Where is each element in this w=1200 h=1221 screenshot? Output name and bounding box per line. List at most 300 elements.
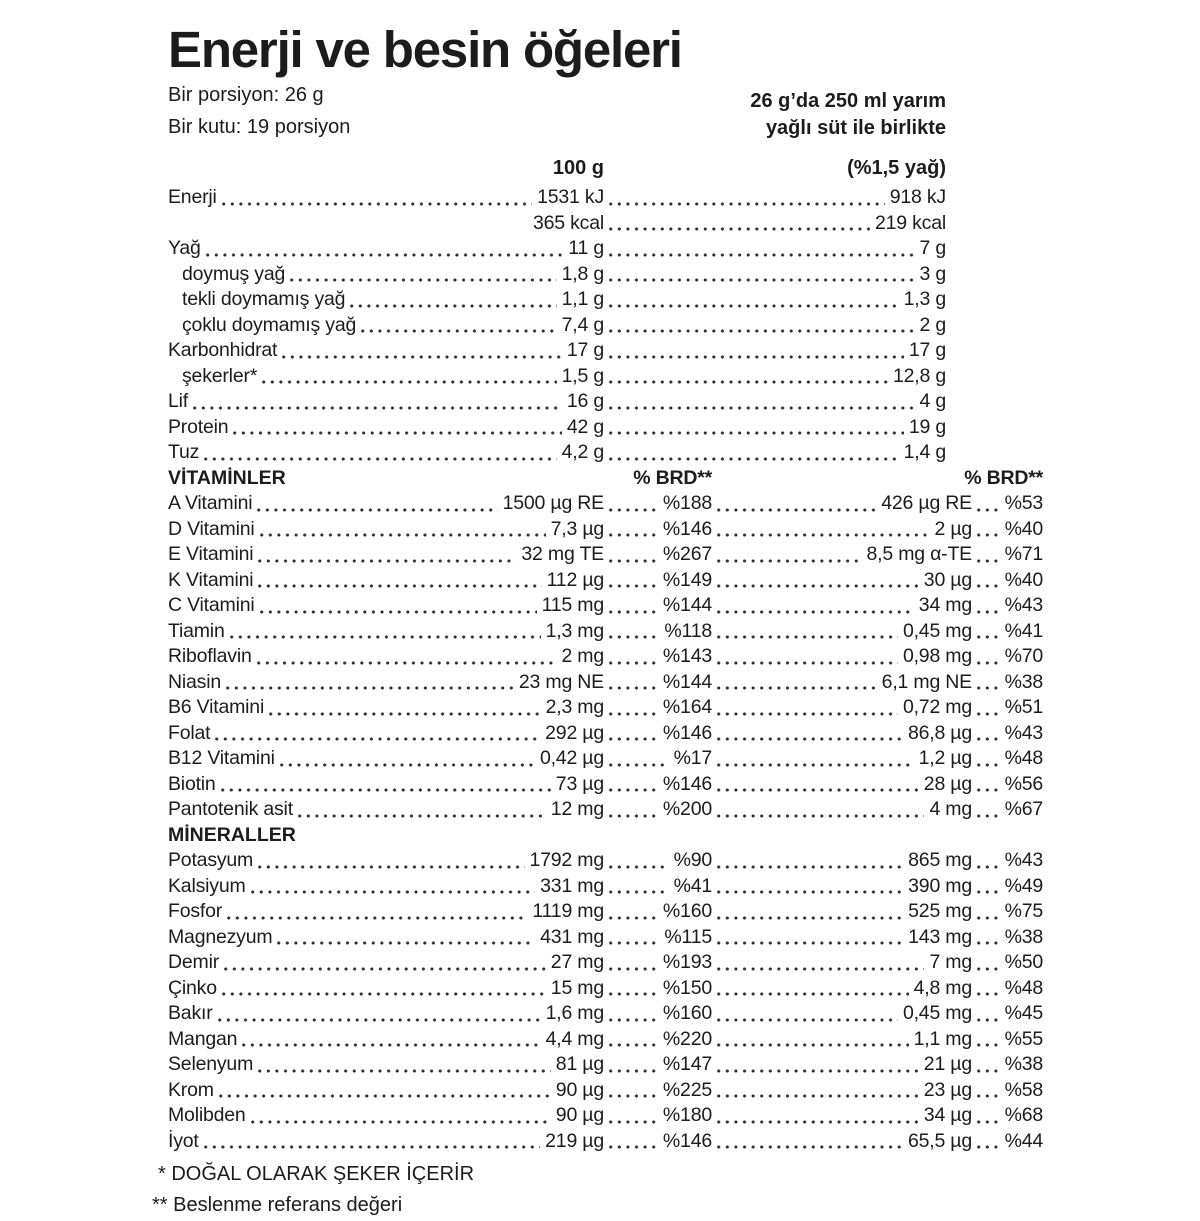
nutrient-label: Lif	[168, 390, 188, 413]
dotted-leader	[609, 712, 658, 716]
nutrient-row	[168, 364, 1043, 390]
dotted-leader	[609, 227, 870, 231]
brd-percent-with-milk: %68	[1004, 1104, 1043, 1127]
value-per-100g: 292 µg	[545, 721, 604, 744]
value-with-milk: 23 µg	[923, 1078, 972, 1101]
nutrient-label: B12 Vitamini	[168, 747, 275, 770]
dotted-leader	[218, 1018, 541, 1022]
dotted-leader	[977, 661, 1000, 665]
dotted-leader	[977, 992, 1000, 996]
footnotes	[152, 1159, 1043, 1221]
nutrient-row	[168, 899, 1043, 925]
dotted-leader	[609, 559, 658, 563]
brd-percent-100g: %160	[662, 1002, 712, 1025]
value-with-milk: 525 mg	[908, 900, 972, 923]
brd-percent-100g: %146	[662, 1129, 712, 1152]
dotted-leader	[277, 941, 535, 945]
dotted-leader	[609, 329, 914, 333]
dotted-leader	[717, 737, 903, 741]
dotted-leader	[717, 610, 914, 614]
value-per-100g: 219 µg	[545, 1129, 604, 1152]
value-per-100g: 23 mg NE	[518, 670, 604, 693]
value-per-100g: 1,6 mg	[545, 1002, 604, 1025]
brd-percent-100g: %144	[662, 594, 712, 617]
brd-percent-100g: %193	[662, 951, 712, 974]
value-per-100g: 1792 mg	[529, 849, 604, 872]
nutrient-label: Enerji	[168, 186, 217, 209]
dotted-leader	[609, 916, 658, 920]
dotted-leader	[350, 304, 556, 308]
nutrient-label: A Vitamini	[168, 492, 253, 515]
dotted-leader	[717, 763, 914, 767]
value-per-100g: 0,42 µg	[539, 747, 604, 770]
dotted-leader	[282, 355, 562, 359]
dotted-leader	[609, 1043, 658, 1047]
nutrient-label: Riboflavin	[168, 645, 252, 668]
brd-percent-with-milk: %56	[1004, 772, 1043, 795]
brd-percent-100g: %267	[662, 543, 712, 566]
brd-header-2: % BRD**	[964, 466, 1043, 489]
nutrient-row	[168, 797, 1043, 823]
dotted-leader	[251, 1120, 551, 1124]
dotted-leader	[609, 1069, 658, 1073]
dotted-leader	[609, 406, 914, 410]
dotted-leader	[717, 865, 903, 869]
value-per-100g: 15 mg	[550, 976, 604, 999]
dotted-leader	[260, 610, 537, 614]
nutrient-row	[168, 517, 1043, 543]
nutrient-label: Krom	[168, 1078, 214, 1101]
value-with-milk: 2 µg	[934, 517, 972, 540]
dotted-leader	[717, 635, 898, 639]
nutrient-row	[168, 1078, 1043, 1104]
nutrient-row	[168, 262, 1043, 288]
column-units-row	[168, 156, 1043, 181]
mineral-rows	[168, 848, 1043, 1154]
dotted-leader	[609, 584, 658, 588]
brd-percent-with-milk: %43	[1004, 594, 1043, 617]
dotted-leader	[227, 916, 527, 920]
dotted-leader	[609, 992, 658, 996]
dotted-leader	[977, 584, 1000, 588]
nutrient-row	[168, 440, 1043, 466]
value-per-100g: 7,4 g	[561, 313, 604, 336]
dotted-leader	[717, 1145, 903, 1149]
nutrient-label: şekerler*	[182, 364, 258, 387]
dotted-leader	[609, 278, 914, 282]
dotted-leader	[977, 967, 1000, 971]
brd-percent-with-milk: %55	[1004, 1027, 1043, 1050]
dotted-leader	[977, 559, 1000, 563]
dotted-leader	[717, 1043, 909, 1047]
value-per-100g: 1,8 g	[561, 262, 604, 285]
dotted-leader	[219, 1094, 551, 1098]
brd-percent-100g: %149	[662, 568, 712, 591]
servings-per-box-line: Bir kutu: 19 porsiyon	[168, 116, 351, 139]
dotted-leader	[609, 686, 658, 690]
dotted-leader	[221, 788, 551, 792]
dotted-leader	[717, 712, 898, 716]
nutrient-row	[168, 389, 1043, 415]
brd-percent-100g: %160	[662, 900, 712, 923]
dotted-leader	[977, 941, 1000, 945]
dotted-leader	[717, 1069, 919, 1073]
dotted-leader	[609, 967, 658, 971]
dotted-leader	[215, 737, 540, 741]
nutrient-row	[168, 236, 1043, 262]
dotted-leader	[717, 814, 924, 818]
dotted-leader	[977, 916, 1000, 920]
dotted-leader	[977, 890, 1000, 894]
dotted-leader	[193, 406, 562, 410]
value-with-milk: 426 µg RE	[881, 492, 972, 515]
brd-percent-100g: %150	[662, 976, 712, 999]
brd-percent-with-milk: %70	[1004, 645, 1043, 668]
value-per-100g: 2 mg	[561, 645, 604, 668]
dotted-leader	[258, 559, 516, 563]
brd-percent-100g: %90	[673, 849, 712, 872]
dotted-leader	[251, 890, 536, 894]
brd-percent-100g: %146	[662, 517, 712, 540]
nutrient-label: Çinko	[168, 976, 217, 999]
brd-percent-with-milk: %53	[1004, 492, 1043, 515]
value-with-milk: 4 g	[919, 390, 946, 413]
dotted-leader	[977, 865, 1000, 869]
nutrient-row	[168, 593, 1043, 619]
nutrient-row	[168, 1103, 1043, 1129]
dotted-leader	[977, 1120, 1000, 1124]
dotted-leader	[260, 533, 546, 537]
dotted-leader	[173, 227, 528, 231]
dotted-leader	[717, 1120, 919, 1124]
nutrient-label: Potasyum	[168, 849, 254, 872]
brd-percent-100g: %225	[662, 1078, 712, 1101]
nutrient-label: Tiamin	[168, 619, 225, 642]
brd-percent-with-milk: %48	[1004, 976, 1043, 999]
nutrient-label: Mangan	[168, 1027, 238, 1050]
value-per-100g: 7,3 µg	[550, 517, 604, 540]
value-with-milk: 390 mg	[908, 874, 972, 897]
value-per-100g: 365 kcal	[532, 211, 604, 234]
footnote-reference-value: ** Beslenme referans değeri	[152, 1194, 403, 1217]
dotted-leader	[717, 941, 903, 945]
brd-percent-with-milk: %43	[1004, 849, 1043, 872]
dotted-leader	[977, 610, 1000, 614]
brd-percent-with-milk: %51	[1004, 696, 1043, 719]
nutrient-label: Yağ	[168, 237, 201, 260]
minerals-section-title: MİNERALLER	[168, 823, 296, 846]
dotted-leader	[258, 865, 524, 869]
brd-percent-100g: %188	[662, 492, 712, 515]
brd-percent-with-milk: %38	[1004, 1053, 1043, 1076]
dotted-leader	[222, 992, 546, 996]
nutrient-label: İyot	[168, 1129, 199, 1152]
brd-percent-100g: %180	[662, 1104, 712, 1127]
dotted-leader	[204, 1145, 541, 1149]
dotted-leader	[977, 712, 1000, 716]
value-per-100g: 1,1 g	[561, 288, 604, 311]
nutrient-label: Fosfor	[168, 900, 223, 923]
value-with-milk: 28 µg	[923, 772, 972, 795]
value-with-milk: 0,72 mg	[902, 696, 972, 719]
dotted-leader	[609, 763, 669, 767]
dotted-leader	[717, 508, 876, 512]
dotted-leader	[609, 431, 904, 435]
value-per-100g: 32 mg TE	[521, 543, 604, 566]
brd-percent-with-milk: %48	[1004, 747, 1043, 770]
dotted-leader	[977, 1069, 1000, 1073]
brd-percent-with-milk: %45	[1004, 1002, 1043, 1025]
nutrient-row	[168, 542, 1043, 568]
value-with-milk: 19 g	[908, 415, 946, 438]
nutrient-label: B6 Vitamini	[168, 696, 265, 719]
nutrient-label: Bakır	[168, 1002, 213, 1025]
value-per-100g: 42 g	[566, 415, 604, 438]
nutrient-label: Pantotenik asit	[168, 798, 293, 821]
dotted-leader	[977, 737, 1000, 741]
dotted-leader	[977, 788, 1000, 792]
dotted-leader	[609, 610, 658, 614]
dotted-leader	[717, 686, 877, 690]
dotted-leader	[257, 508, 497, 512]
brd-percent-100g: %144	[662, 670, 712, 693]
nutrient-row	[168, 746, 1043, 772]
dotted-leader	[262, 380, 556, 384]
dotted-leader	[977, 533, 1000, 537]
nutrient-label: Selenyum	[168, 1053, 254, 1076]
nutrient-row	[168, 874, 1043, 900]
nutrient-row	[168, 772, 1043, 798]
value-with-milk: 17 g	[908, 339, 946, 362]
brd-percent-with-milk: %58	[1004, 1078, 1043, 1101]
dotted-leader	[977, 763, 1000, 767]
value-with-milk: 7 mg	[929, 951, 972, 974]
nutrient-row	[168, 950, 1043, 976]
brd-percent-100g: %220	[662, 1027, 712, 1050]
value-per-100g: 27 mg	[550, 951, 604, 974]
dotted-leader	[609, 533, 658, 537]
brd-percent-100g: %200	[662, 798, 712, 821]
value-with-milk: 2 g	[919, 313, 946, 336]
value-with-milk: 12,8 g	[892, 364, 946, 387]
nutrient-row	[168, 415, 1043, 441]
value-per-100g: 2,3 mg	[545, 696, 604, 719]
dotted-leader	[609, 457, 899, 461]
dotted-leader	[717, 967, 924, 971]
value-with-milk: 34 µg	[923, 1104, 972, 1127]
dotted-leader	[258, 584, 541, 588]
brd-percent-with-milk: %40	[1004, 517, 1043, 540]
nutrient-row	[168, 185, 1043, 211]
dotted-leader	[609, 865, 669, 869]
value-with-milk: 4,8 mg	[913, 976, 972, 999]
nutrient-label: doymuş yağ	[182, 262, 286, 285]
nutrient-label: Molibden	[168, 1104, 246, 1127]
value-with-milk: 918 kJ	[889, 186, 946, 209]
value-per-100g: 1119 mg	[532, 900, 604, 923]
nutrient-label: Magnezyum	[168, 925, 273, 948]
value-with-milk: 8,5 mg α-TE	[866, 543, 972, 566]
nutrient-label: Folat	[168, 721, 211, 744]
minerals-header-row	[168, 823, 1043, 849]
dotted-leader	[230, 635, 541, 639]
value-with-milk: 0,98 mg	[902, 645, 972, 668]
dotted-leader	[609, 304, 899, 308]
nutrient-row	[168, 644, 1043, 670]
with-milk-header-line3: (%1,5 yağ)	[847, 157, 946, 180]
nutrient-row	[168, 1052, 1043, 1078]
dotted-leader	[717, 890, 903, 894]
with-milk-column-header	[168, 88, 946, 141]
dotted-leader	[717, 533, 929, 537]
nutrient-label: çoklu doymamış yağ	[182, 313, 357, 336]
brd-percent-with-milk: %41	[1004, 619, 1043, 642]
nutrient-row	[168, 670, 1043, 696]
with-milk-header-line1: 26 g’da 250 ml yarım	[750, 90, 946, 112]
nutrient-label: Biotin	[168, 772, 216, 795]
value-per-100g: 17 g	[566, 339, 604, 362]
brd-header-1: % BRD**	[633, 466, 712, 489]
value-with-milk: 3 g	[919, 262, 946, 285]
dotted-leader	[609, 253, 914, 257]
nutrient-label: tekli doymamış yağ	[182, 288, 346, 311]
brd-percent-with-milk: %75	[1004, 900, 1043, 923]
brd-percent-with-milk: %40	[1004, 568, 1043, 591]
brd-percent-100g: %146	[662, 772, 712, 795]
footnote-natural-sugar: * DOĞAL OLARAK ŞEKER İÇERİR	[158, 1163, 475, 1186]
value-with-milk: 1,4 g	[903, 441, 946, 464]
value-with-milk: 4 mg	[929, 798, 972, 821]
value-per-100g: 431 mg	[540, 925, 604, 948]
value-with-milk: 21 µg	[923, 1053, 972, 1076]
dotted-leader	[609, 890, 669, 894]
nutrient-label: K Vitamini	[168, 568, 254, 591]
per-100g-column-header: 100 g	[552, 157, 604, 180]
value-per-100g: 331 mg	[540, 874, 604, 897]
value-per-100g: 90 µg	[555, 1078, 604, 1101]
dotted-leader	[280, 763, 535, 767]
dotted-leader	[258, 1069, 551, 1073]
brd-percent-with-milk: %49	[1004, 874, 1043, 897]
dotted-leader	[226, 686, 514, 690]
panel-header	[168, 21, 1043, 181]
value-with-milk: 86,8 µg	[907, 721, 972, 744]
dotted-leader	[298, 814, 546, 818]
nutrient-label: C Vitamini	[168, 594, 255, 617]
value-per-100g: 4,2 g	[561, 441, 604, 464]
value-per-100g: 1,5 g	[561, 364, 604, 387]
nutrient-label: Niasin	[168, 670, 221, 693]
value-with-milk: 1,3 g	[903, 288, 946, 311]
dotted-leader	[717, 788, 919, 792]
value-with-milk: 1,1 mg	[913, 1027, 972, 1050]
value-per-100g: 1,3 mg	[545, 619, 604, 642]
value-with-milk: 7 g	[919, 237, 946, 260]
brd-percent-100g: %164	[662, 696, 712, 719]
dotted-leader	[609, 355, 904, 359]
dotted-leader	[609, 1094, 658, 1098]
dotted-leader	[717, 916, 903, 920]
value-per-100g: 16 g	[566, 390, 604, 413]
brd-percent-100g: %147	[662, 1053, 712, 1076]
dotted-leader	[609, 814, 658, 818]
dotted-leader	[717, 559, 861, 563]
value-per-100g: 1500 µg RE	[502, 492, 604, 515]
value-per-100g: 1531 kJ	[537, 186, 604, 209]
nutrient-row	[168, 1001, 1043, 1027]
nutrient-row	[168, 1027, 1043, 1053]
dotted-leader	[609, 635, 659, 639]
value-per-100g: 115 mg	[541, 594, 604, 617]
brd-percent-100g: %143	[662, 645, 712, 668]
nutrition-table	[168, 185, 1043, 1154]
nutrient-label: D Vitamini	[168, 517, 255, 540]
page-title: Enerji ve besin öğeleri	[168, 21, 682, 78]
brd-percent-with-milk: %67	[1004, 798, 1043, 821]
value-with-milk: 6,1 mg NE	[881, 670, 972, 693]
dotted-leader	[977, 1094, 1000, 1098]
value-per-100g: 73 µg	[555, 772, 604, 795]
value-with-milk: 865 mg	[908, 849, 972, 872]
brd-percent-100g: %146	[662, 721, 712, 744]
dotted-leader	[609, 508, 658, 512]
value-per-100g: 11 g	[568, 237, 604, 260]
value-with-milk: 0,45 mg	[902, 619, 972, 642]
value-with-milk: 30 µg	[923, 568, 972, 591]
dotted-leader	[717, 1094, 919, 1098]
value-with-milk: 65,5 µg	[907, 1129, 972, 1152]
value-with-milk: 0,45 mg	[902, 1002, 972, 1025]
dotted-leader	[977, 1043, 1000, 1047]
vitamins-header-row	[168, 466, 1043, 492]
dotted-leader	[361, 329, 556, 333]
value-with-milk: 34 mg	[918, 594, 972, 617]
value-per-100g: 112 µg	[546, 568, 604, 591]
value-with-milk: 1,2 µg	[918, 747, 972, 770]
dotted-leader	[269, 712, 541, 716]
value-per-100g: 81 µg	[555, 1053, 604, 1076]
value-with-milk: 219 kcal	[874, 211, 946, 234]
dotted-leader	[977, 1018, 1000, 1022]
nutrient-row	[168, 848, 1043, 874]
brd-percent-100g: %41	[673, 874, 712, 897]
nutrient-label: Tuz	[168, 441, 200, 464]
value-per-100g: 4,4 mg	[545, 1027, 604, 1050]
dotted-leader	[609, 1145, 658, 1149]
nutrient-row	[168, 338, 1043, 364]
with-milk-header-line2: yağlı süt ile birlikte	[765, 116, 946, 139]
nutrient-row	[168, 491, 1043, 517]
nutrient-row	[168, 695, 1043, 721]
brd-percent-with-milk: %38	[1004, 670, 1043, 693]
dotted-leader	[609, 737, 658, 741]
dotted-leader	[609, 202, 885, 206]
nutrient-row	[168, 211, 1043, 237]
dotted-leader	[609, 1018, 658, 1022]
value-with-milk: 143 mg	[908, 925, 972, 948]
brd-percent-with-milk: %71	[1004, 543, 1043, 566]
vitamin-rows	[168, 491, 1043, 823]
nutrient-row	[168, 313, 1043, 339]
dotted-leader	[609, 788, 658, 792]
dotted-leader	[290, 278, 556, 282]
brd-percent-100g: %118	[664, 619, 712, 642]
dotted-leader	[206, 253, 564, 257]
dotted-leader	[717, 661, 898, 665]
nutrient-label: E Vitamini	[168, 543, 254, 566]
brd-percent-100g: %17	[673, 747, 712, 770]
dotted-leader	[233, 431, 561, 435]
